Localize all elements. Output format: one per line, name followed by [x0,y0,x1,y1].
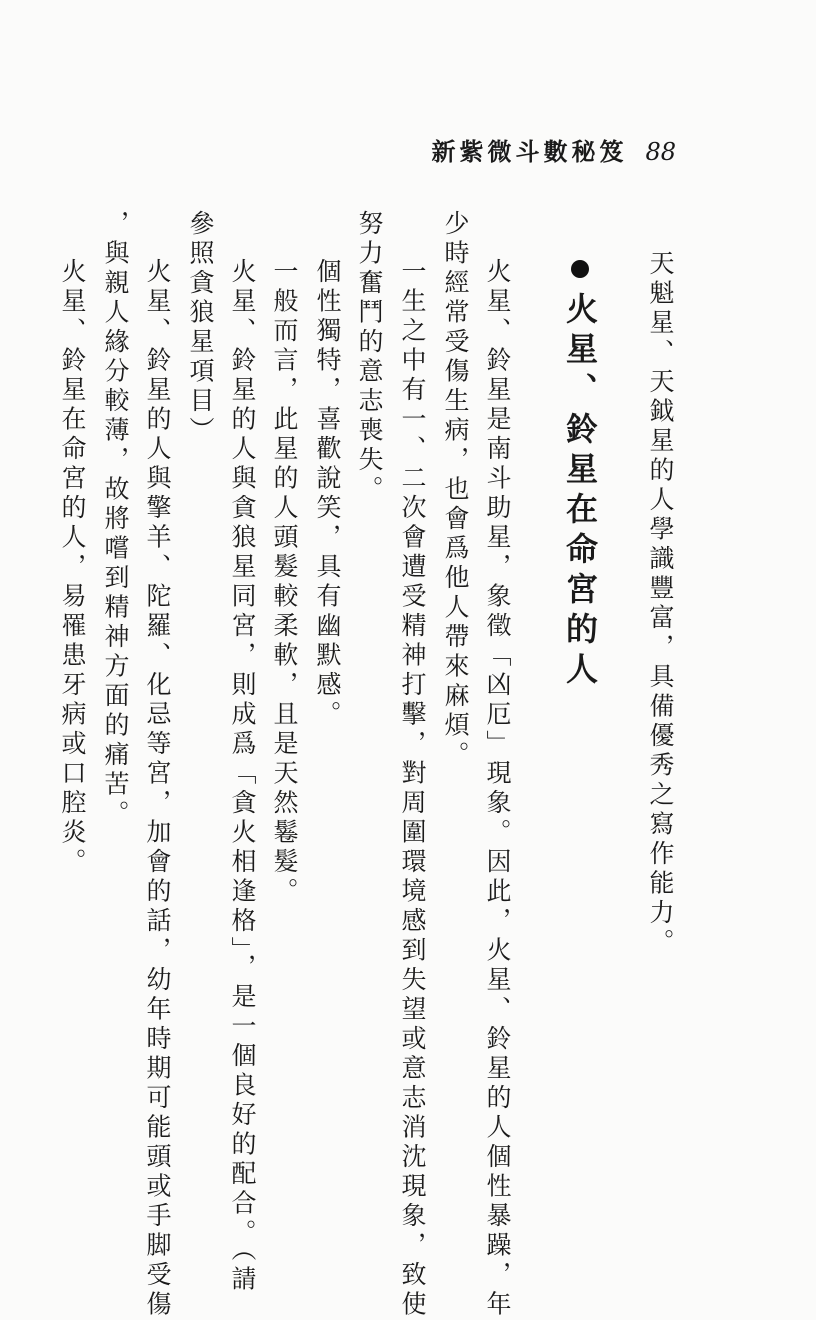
text-column: 火星、鈴星是南斗助星，象徵「凶厄」現象。因此，火星、鈴星的人個性暴躁，年 [483,258,512,1320]
text-column: 少時經常受傷生病，也會爲他人帶來麻煩。 [441,210,470,771]
text-column: 天魁星、天鉞星的人學識豐富，具備優秀之寫作能力。 [646,250,675,958]
text-column: ，與親人緣分較薄，故將嚐到精神方面的痛苦。 [101,210,130,830]
text-column: 一生之中有一、二次會遭受精神打擊，對周圍環境感到失望或意志消沈現象，致使 [398,258,427,1320]
text-column: 努力奮鬥的意志喪失。 [355,210,384,505]
section-heading: 火星、鈴星在命宮的人 [561,292,599,692]
text-column: 參照貪狼星項目） [186,210,215,446]
page-header [431,132,676,167]
text-column: 個性獨特，喜歡說笑，具有幽默感。 [313,258,342,730]
text-column: 火星、鈴星的人與擎羊、陀羅、化忌等宮，加會的話，幼年時期可能頭或手脚受傷 [143,258,172,1320]
text-column: 火星、鈴星在命宮的人，易罹患牙病或口腔炎。 [58,258,87,878]
book-title: 新紫微斗數秘笈 [431,137,628,166]
page-number: 88 [645,138,676,166]
section-heading-wrap [561,260,599,692]
bullet-icon [571,260,589,278]
text-column: 火星、鈴星的人與貪狼星同宮，則成爲「貪火相逢格」，是一個良好的配合。（請 [228,258,257,1295]
text-column: 一般而言，此星的人頭髮較柔軟，且是天然鬈髮。 [270,258,299,907]
